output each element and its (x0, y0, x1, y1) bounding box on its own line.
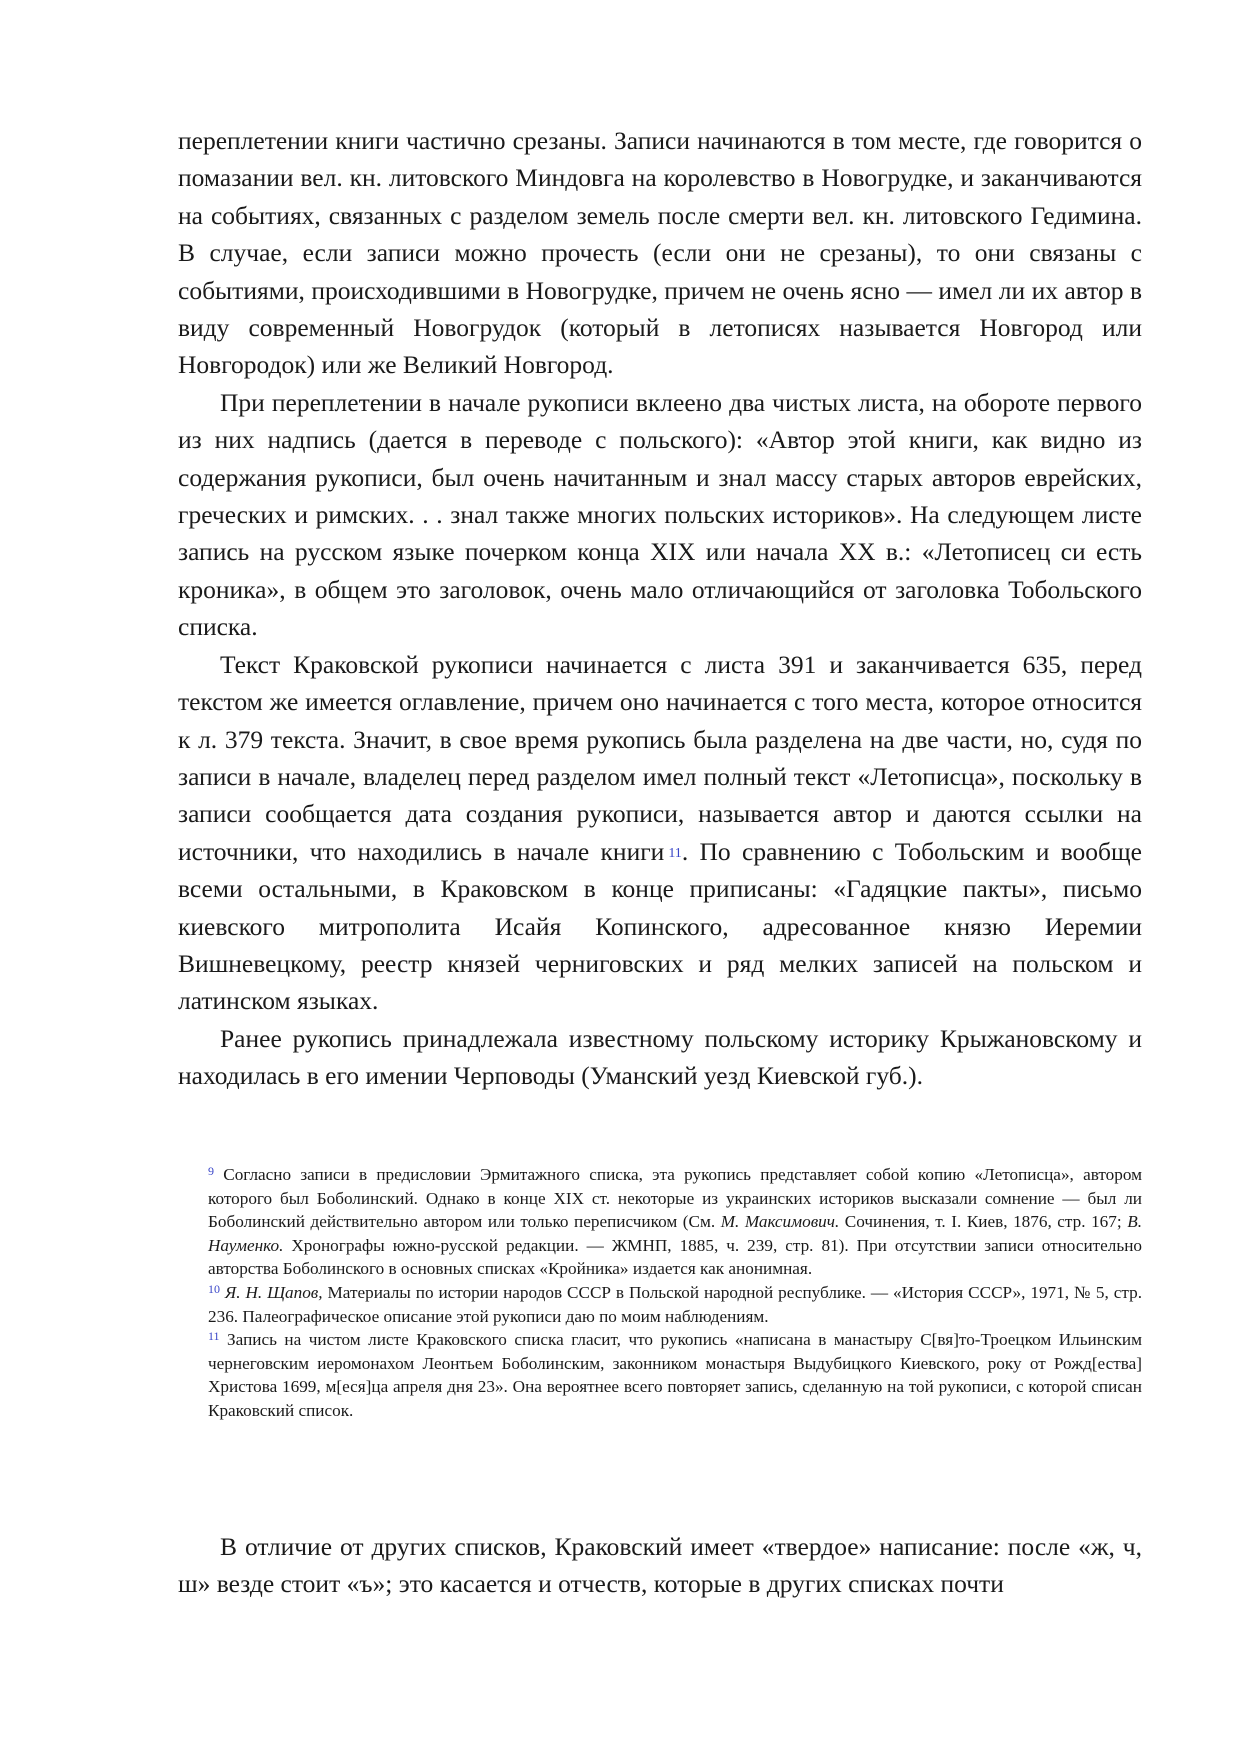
footnote-10-author: Я. Н. Щапов, (220, 1282, 323, 1302)
paragraph-4: Ранее рукопись принадлежала известному польскому историку Крыжановскому и находилась в его имении Черповоды (Уманский уезд Киевской губ.). (178, 1023, 1142, 1091)
main-text-bottom (178, 1528, 1142, 1603)
footnote-11-number: 11 (208, 1329, 220, 1344)
paragraph-2: При переплетении в начале рукописи вклеено два чистых листа, на обороте первого из них надпись (дается в переводе с польского): «Автор этой книги, как видно из содержания рукописи, был очень начитанным и знал массу старых авторов еврейских, греческих и римских. . . знал также многих польских историков». На следующем листе запись на русском языке почерком конца XIX или начала XX в.: «Летописец си есть кроника», в общем это заголовок, очень мало отличающийся от заголовка Тобольского списка. (178, 387, 1142, 642)
footnote-11-text: Запись на чистом листе Краковского списка гласит, что рукопись «написана в манастыру С[вя]то-Троецком Ильинским чернеговским иеромонахом Леонтьем Боболинским, законником монастыря Выдубицкого Киевского, року от Рожд[ества] Христова 1699, м[еся]ца апреля дня 23». Она вероятнее всего повторяет запись, сделанную на той рукописи, с которой списан Краковский список. (208, 1330, 1142, 1420)
paragraph-3-part-a: Текст Краковской рукописи начинается с листа 391 и заканчивается 635, перед текстом же имеется оглавление, причем оно начинается с того места, которое относится к л. 379 текста. Значит, в свое время рукопись была разделена на две части, но, судя по записи в начале, владелец перед разделом имел полный текст «Летописца», поскольку в записи сообщается дата создания рукописи, называется автор и даются ссылки на источники, что находились в начале книги (178, 649, 1142, 866)
paragraph-3-part-b: . По сравнению с Тобольским и вообще всеми остальными, в Краковском в конце приписаны: «Гадяцкие пакты», письмо киевского митрополита Исайя Копинского, адресованное князю Иеремии Вишневецкому, реестр князей черниговских и ряд мелких записей на польском и латинском языках. (178, 836, 1142, 1016)
footnote-9-author-1: М. Максимович. (720, 1212, 840, 1232)
footnote-9-number: 9 (208, 1164, 214, 1178)
footnote-10 (208, 1281, 1142, 1328)
paragraph-1: переплетении книги частично срезаны. Записи начинаются в том месте, где говорится о помазании вел. кн. литовского Миндовга на королевство в Новогрудке, и заканчиваются на событиях, связанных с разделом земель после смерти вел. кн. литовского Гедимина. В случае, если записи можно прочесть (если они не срезаны), то они связаны с событиями, происходившими в Новогрудке, причем не очень ясно — имел ли их автор в виду современный Новогрудок (который в летописях называется Новгород или Новгородок) или же Великий Новгород. (178, 126, 1142, 380)
footnotes (208, 1163, 1142, 1423)
footnote-10-number: 10 (208, 1281, 220, 1296)
footnote-9-text-2: Сочинения, т. I. Киев, 1876, стр. 167; (839, 1212, 1128, 1232)
paragraph-3 (178, 646, 1142, 1020)
footnote-9-text-1: Согласно записи в предисловии Эрмитажного списка, эта рукопись представляет собой копию «Летописца», автором которого был Боболинский. Однако в конце XIX ст. некоторые из украинских историков высказали сомнение — был ли Боболинский действительно автором или только переписчиком (См. (208, 1165, 1142, 1232)
footnote-10-text: Материалы по истории народов СССР в Польской народной республике. — «История СССР», 1971, № 5, стр. 236. Палеографическое описание этой рукописи даю по моим наблюдениям. (208, 1282, 1142, 1326)
footnote-ref-11[interactable]: 11 (668, 845, 682, 861)
footnote-9-text-3: Хронографы южно-русской редакции. — ЖМНП, 1885, ч. 239, стр. 81). При отсутствии записи относительно авторства Боболинского в основных списках «Кройника» издается как анонимная. (208, 1235, 1142, 1279)
footnote-9-author-2: В. Науменко. (208, 1212, 1142, 1255)
footnote-9 (208, 1163, 1142, 1281)
footnote-11 (208, 1328, 1142, 1422)
main-text-top (178, 122, 1142, 1095)
paragraph-5: В отличие от других списков, Краковский имеет «твердое» написание: после «ж, ч, ш» везде стоит «ъ»; это касается и отчеств, которые в других списках почти (178, 1532, 1142, 1599)
